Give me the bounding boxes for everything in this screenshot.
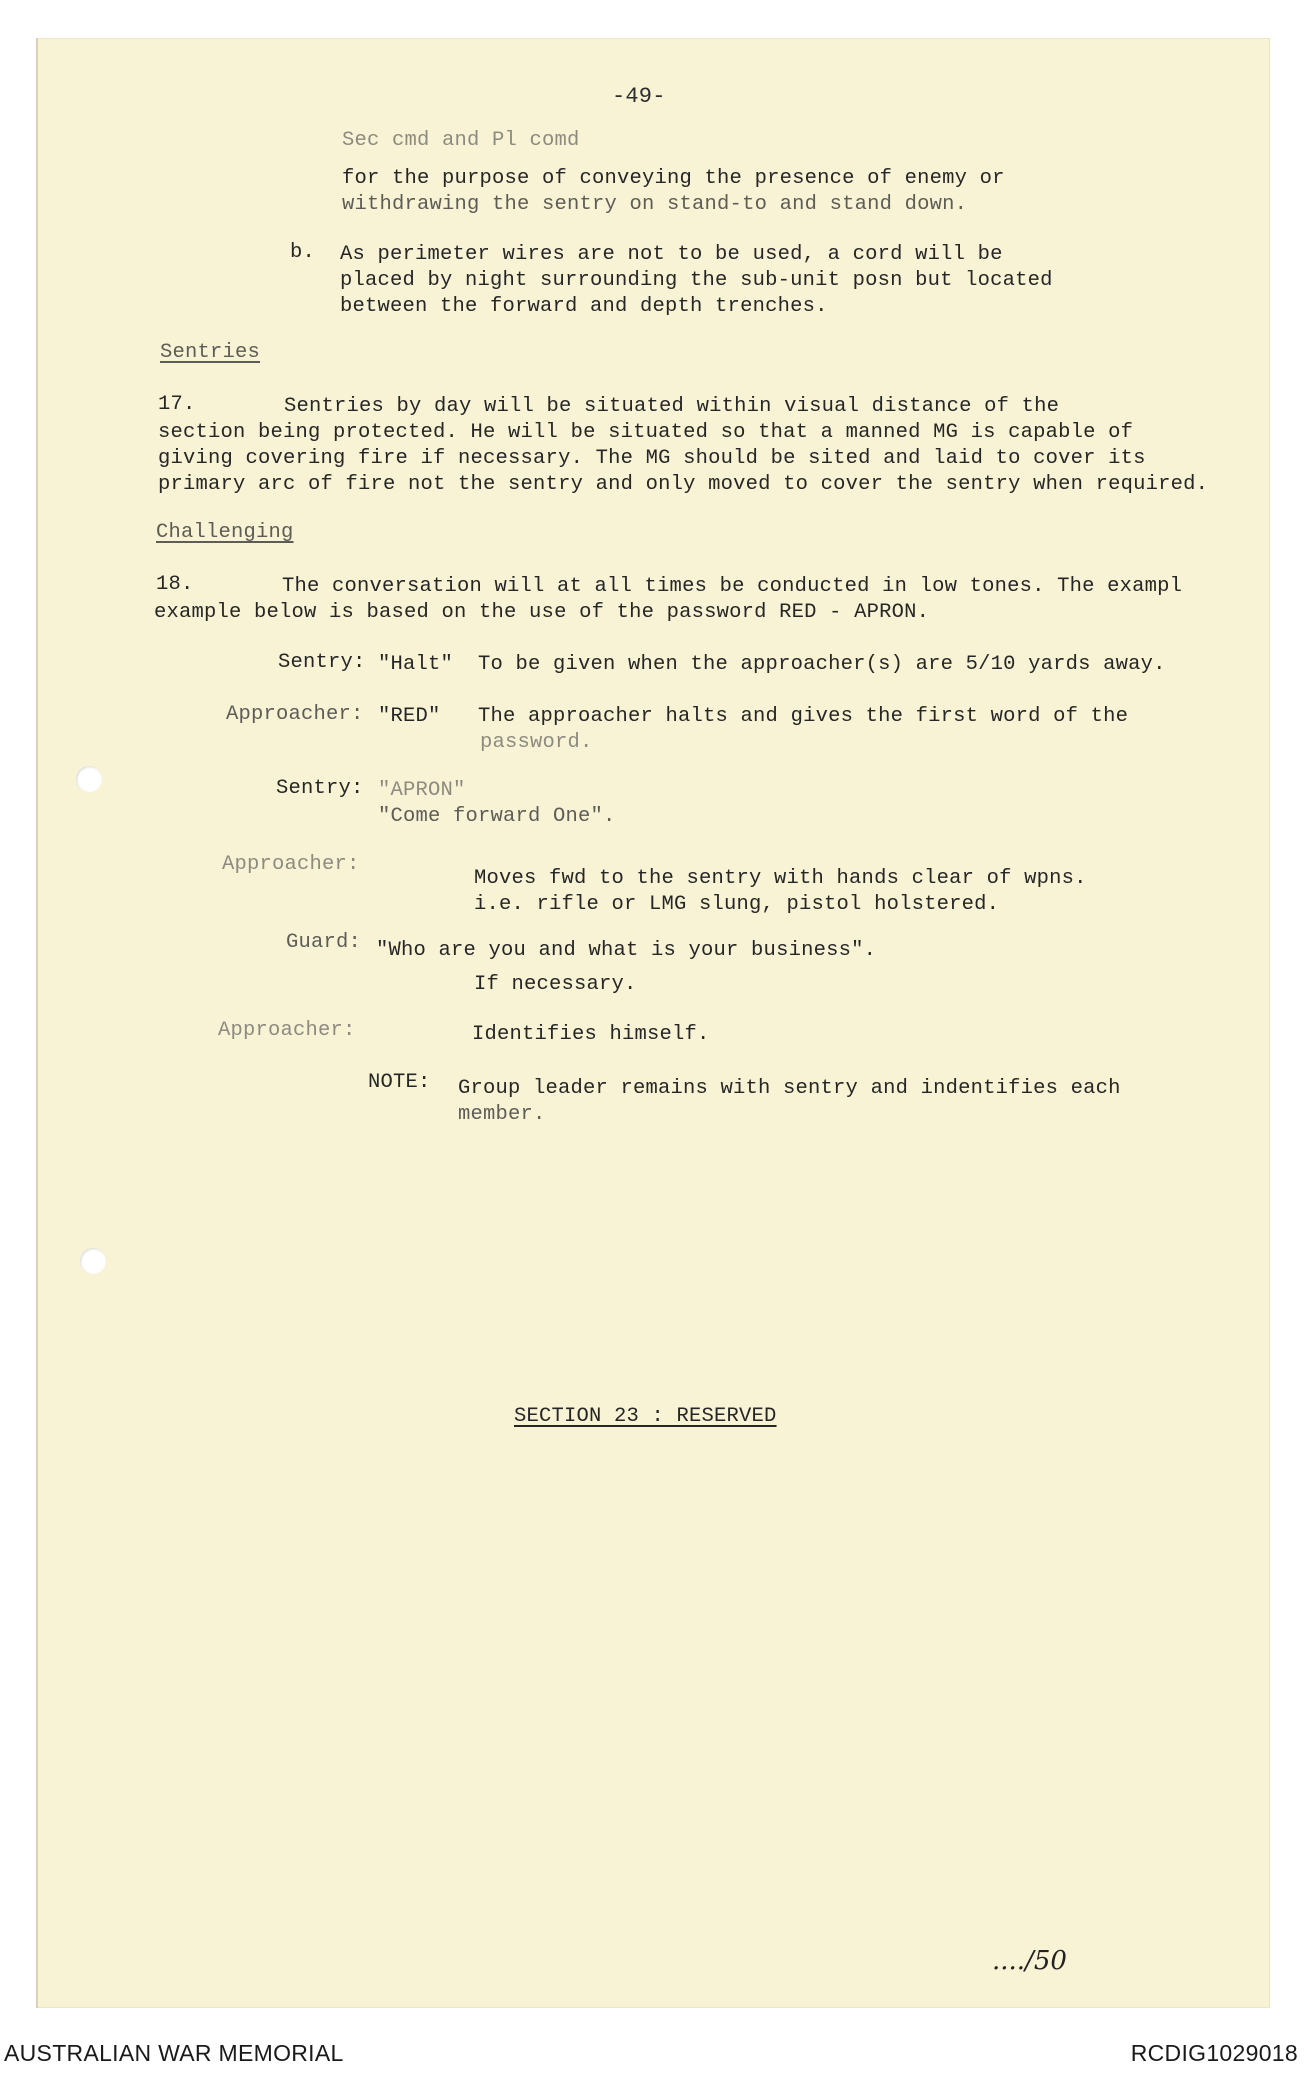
dialogue-text: "Halt" To be given when the approacher(s) are 5/10 yards away. — [378, 653, 1166, 676]
note-text: Group leader remains with sentry and indentifies each — [458, 1077, 1121, 1100]
continuation-mark: ..../50 — [992, 1946, 1067, 1976]
dialogue-text: If necessary. — [474, 973, 637, 996]
text-line: between the forward and depth trenches. — [340, 295, 828, 318]
text-line: for the purpose of conveying the presence of enemy or — [342, 167, 1005, 190]
paragraph-number: 17. — [158, 393, 196, 416]
text-line: example below is based on the use of the password RED - APRON. — [154, 601, 930, 624]
dialogue-text: i.e. rifle or LMG slung, pistol holstered. — [474, 893, 1000, 916]
note-text: member. — [458, 1103, 546, 1126]
section-23-heading: SECTION 23 : RESERVED — [514, 1405, 777, 1428]
text-line: giving covering fire if necessary. The MG should be sited and laid to cover its — [158, 447, 1146, 470]
speaker-label: Guard: — [286, 931, 362, 954]
dialogue-text: "Come forward One". — [378, 805, 616, 828]
speaker-label: Sentry: — [278, 651, 366, 674]
footer-archive-name: AUSTRALIAN WAR MEMORIAL — [4, 2040, 344, 2066]
note-label: NOTE: — [368, 1071, 431, 1094]
section-heading-challenging: Challenging — [156, 521, 294, 544]
page-edge — [36, 38, 38, 2008]
dialogue-text: Moves fwd to the sentry with hands clear of wpns. — [474, 867, 1087, 890]
dialogue-text: "RED" The approacher halts and gives the first word of the — [378, 705, 1129, 728]
punch-hole-bottom — [80, 1248, 106, 1274]
section-heading-sentries: Sentries — [160, 341, 261, 364]
page-number: -49- — [612, 84, 666, 109]
dialogue-text: "APRON" — [378, 779, 466, 802]
text-line: primary arc of fire not the sentry and only moved to cover the sentry when required. — [158, 473, 1209, 496]
text-line: The conversation will at all times be conducted in low tones. The exampl — [282, 575, 1183, 598]
text-line: section being protected. He will be situated so that a manned MG is capable of — [158, 421, 1134, 444]
paragraph-number: 18. — [156, 573, 194, 596]
speaker-label: Sentry: — [276, 777, 364, 800]
footer-record-id: RCDIG1029018 — [1130, 2040, 1298, 2066]
dialogue-text: password. — [480, 731, 593, 754]
speaker-label: Approacher: — [226, 703, 364, 726]
dialogue-text: Identifies himself. — [472, 1023, 710, 1046]
sub-paragraph-marker: b. — [290, 241, 316, 264]
punch-hole-top — [76, 766, 102, 792]
dialogue-text: "Who are you and what is your business". — [376, 939, 877, 962]
text-line: withdrawing the sentry on stand-to and stand down. — [342, 193, 968, 216]
speaker-label: Approacher: — [222, 853, 360, 876]
text-line: Sentries by day will be situated within visual distance of the — [284, 395, 1060, 418]
text-line: As perimeter wires are not to be used, a cord will be — [340, 243, 1003, 266]
text-line: placed by night surrounding the sub-unit posn but located — [340, 269, 1053, 292]
speaker-label: Approacher: — [218, 1019, 356, 1042]
continued-line: Sec cmd and Pl comd — [342, 129, 580, 152]
